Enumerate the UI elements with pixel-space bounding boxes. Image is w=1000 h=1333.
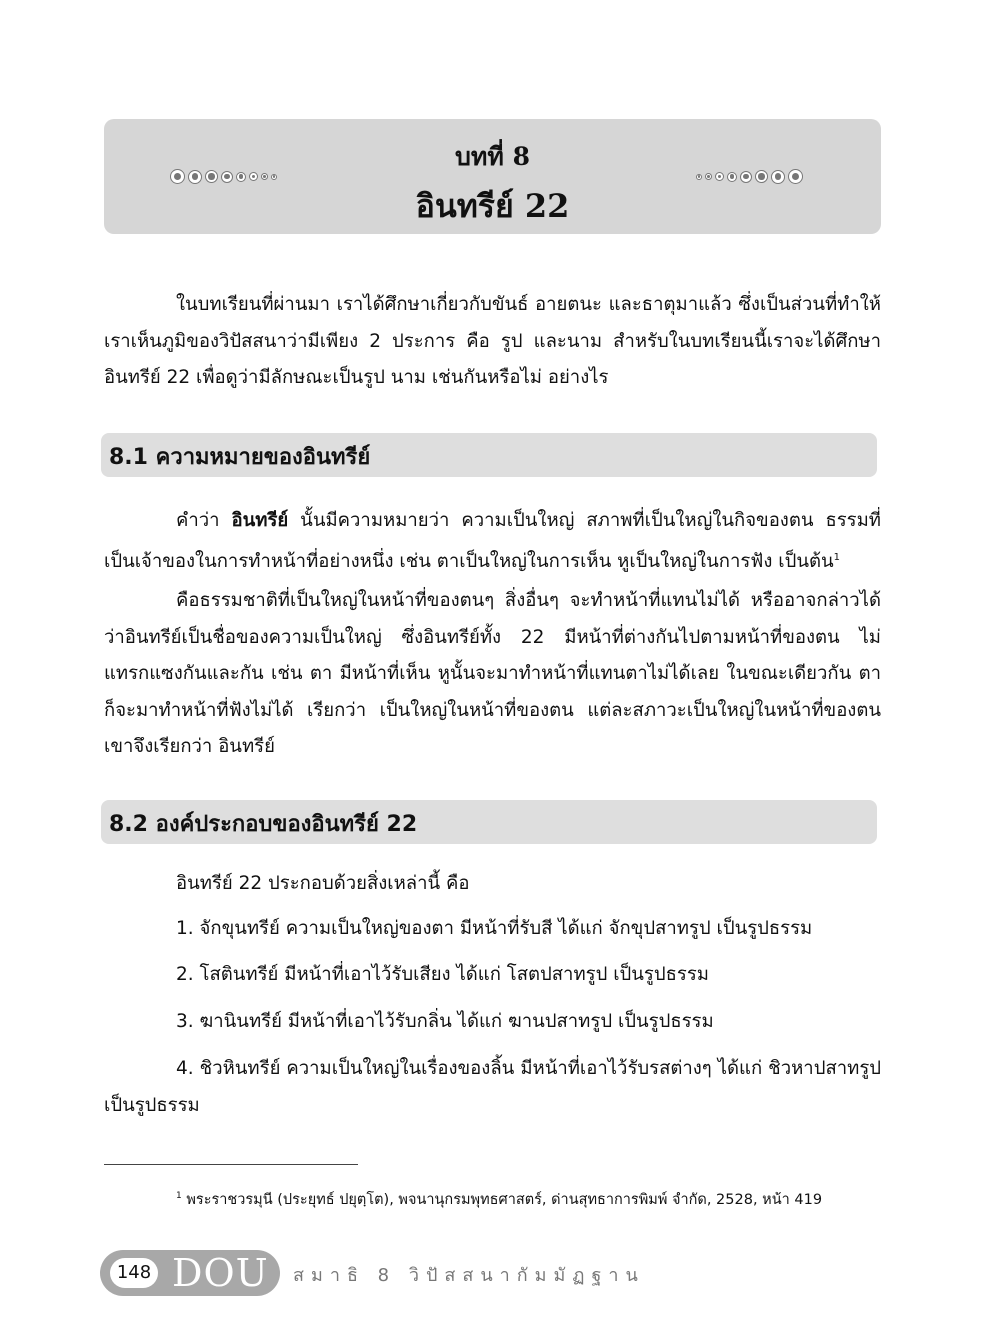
list-item: 1. จักขุนทรีย์ ความเป็นใหญ่ของตา มีหน้าที่รับสี ได้แก่ จักขุปสาทรูป เป็นรูปธรรม xyxy=(176,918,813,939)
footnote-divider xyxy=(104,1164,358,1165)
footnote xyxy=(176,1188,822,1211)
intro-paragraph: ในบทเรียนที่ผ่านมา เราได้ศึกษาเกี่ยวกับขันธ์ อายตนะ และธาตุมาแล้ว ซึ่งเป็นส่วนที่ทำให้เราเห็นภูมิของวิปัสสนาว่ามีเพียง 2 ประการ คือ รูป และนาม สำหรับในบทเรียนนี้เราจะได้ศึกษาอินทรีย์ 22 เพื่อดูว่ามีลักษณะเป็นรูป นาม เช่นกันหรือไม่ อย่างไร xyxy=(104,294,881,388)
section-heading: 8.2 องค์ประกอบของอินทรีย์ 22 xyxy=(109,812,418,837)
chapter-header xyxy=(104,119,881,234)
list-item: 2. โสตินทรีย์ มีหน้าที่เอาไว้รับเสียง ได้แก่ โสตปสาทรูป เป็นรูปธรรม xyxy=(176,964,709,985)
section-heading-bar xyxy=(101,433,877,477)
page-footer-badge xyxy=(100,1250,280,1296)
page-number: 148 xyxy=(110,1258,158,1288)
footnote-number: 1 xyxy=(176,1191,182,1202)
dot-icon xyxy=(727,172,737,182)
chapter-title: อินทรีย์ 22 xyxy=(415,187,570,225)
chapter-number: บทที่ 8 xyxy=(455,142,530,171)
dot-icon xyxy=(740,171,752,183)
brand-logo: DOU xyxy=(172,1251,269,1295)
footnote-ref: 1 xyxy=(833,551,841,563)
running-title: สมาธิ 8 วิปัสสนากัมมัฏฐาน xyxy=(293,1265,645,1286)
footnote-text: พระราชวรมุนี (ประยุทธ์ ปยุตฺโต), พจนานุกรมพุทธศาสตร์, ด่านสุทธาการพิมพ์ จำกัด, 2528, หน้า 419 xyxy=(181,1192,823,1208)
dot-icon xyxy=(755,170,768,183)
term-bold: อินทรีย์ xyxy=(231,510,289,531)
dot-icon xyxy=(705,173,712,180)
text-run: คำว่า xyxy=(176,510,232,531)
text-run: นั้นมีความหมายว่า ความเป็นใหญ่ สภาพที่เป็นใหญ่ในกิจของตน ธรรมที่เป็นเจ้าของในการทำหน้าที่อย่างหนึ่ง เช่น ตาเป็นใหญ่ในการเห็น หูเป็นใหญ่ในการฟัง เป็นต้น xyxy=(104,510,882,572)
list-item: 3. ฆานินทรีย์ มีหน้าที่เอาไว้รับกลิ่น ได้แก่ ฆานปสาทรูป เป็นรูปธรรม xyxy=(176,1011,714,1032)
dot-icon xyxy=(771,170,785,184)
section-heading-bar xyxy=(101,800,877,844)
section-heading: 8.1 ความหมายของอินทรีย์ xyxy=(109,445,371,470)
definition-paragraph xyxy=(104,503,881,580)
dot-icon xyxy=(696,174,702,180)
list-lead: อินทรีย์ 22 ประกอบด้วยสิ่งเหล่านี้ คือ xyxy=(176,873,470,894)
explanation-paragraph: คือธรรมชาติที่เป็นใหญ่ในหน้าที่ของตนๆ สิ่งอื่นๆ จะทำหน้าที่แทนไม่ได้ หรืออาจกล่าวได้ว่าอินทรีย์เป็นชื่อของความเป็นใหญ่ ซึ่งอินทรีย์ทั้ง 22 มีหน้าที่ต่างกันไปตามหน้าที่ของตน ไม่แทรกแซงกันและกัน เช่น ตา มีหน้าที่เห็น หูนั้นจะมาทำหน้าที่แทนตาไม่ได้เลย ในขณะเดียวกัน ตาก็จะมาทำหน้าที่ฟังไม่ได้ เรียกว่า เป็นใหญ่ในหน้าที่ของตน แต่ละสภาวะเป็นใหญ่ในหน้าที่ของตน เขาจึงเรียกว่า อินทรีย์ xyxy=(104,590,881,757)
dot-icon xyxy=(788,169,803,184)
decorative-dots-right xyxy=(696,169,803,184)
dot-icon xyxy=(715,172,724,181)
list-item: 4. ชิวหินทรีย์ ความเป็นใหญ่ในเรื่องของลิ้น มีหน้าที่เอาไว้รับรสต่างๆ ได้แก่ ชิวหาปสาทรูป เป็นรูปธรรม xyxy=(104,1058,881,1116)
